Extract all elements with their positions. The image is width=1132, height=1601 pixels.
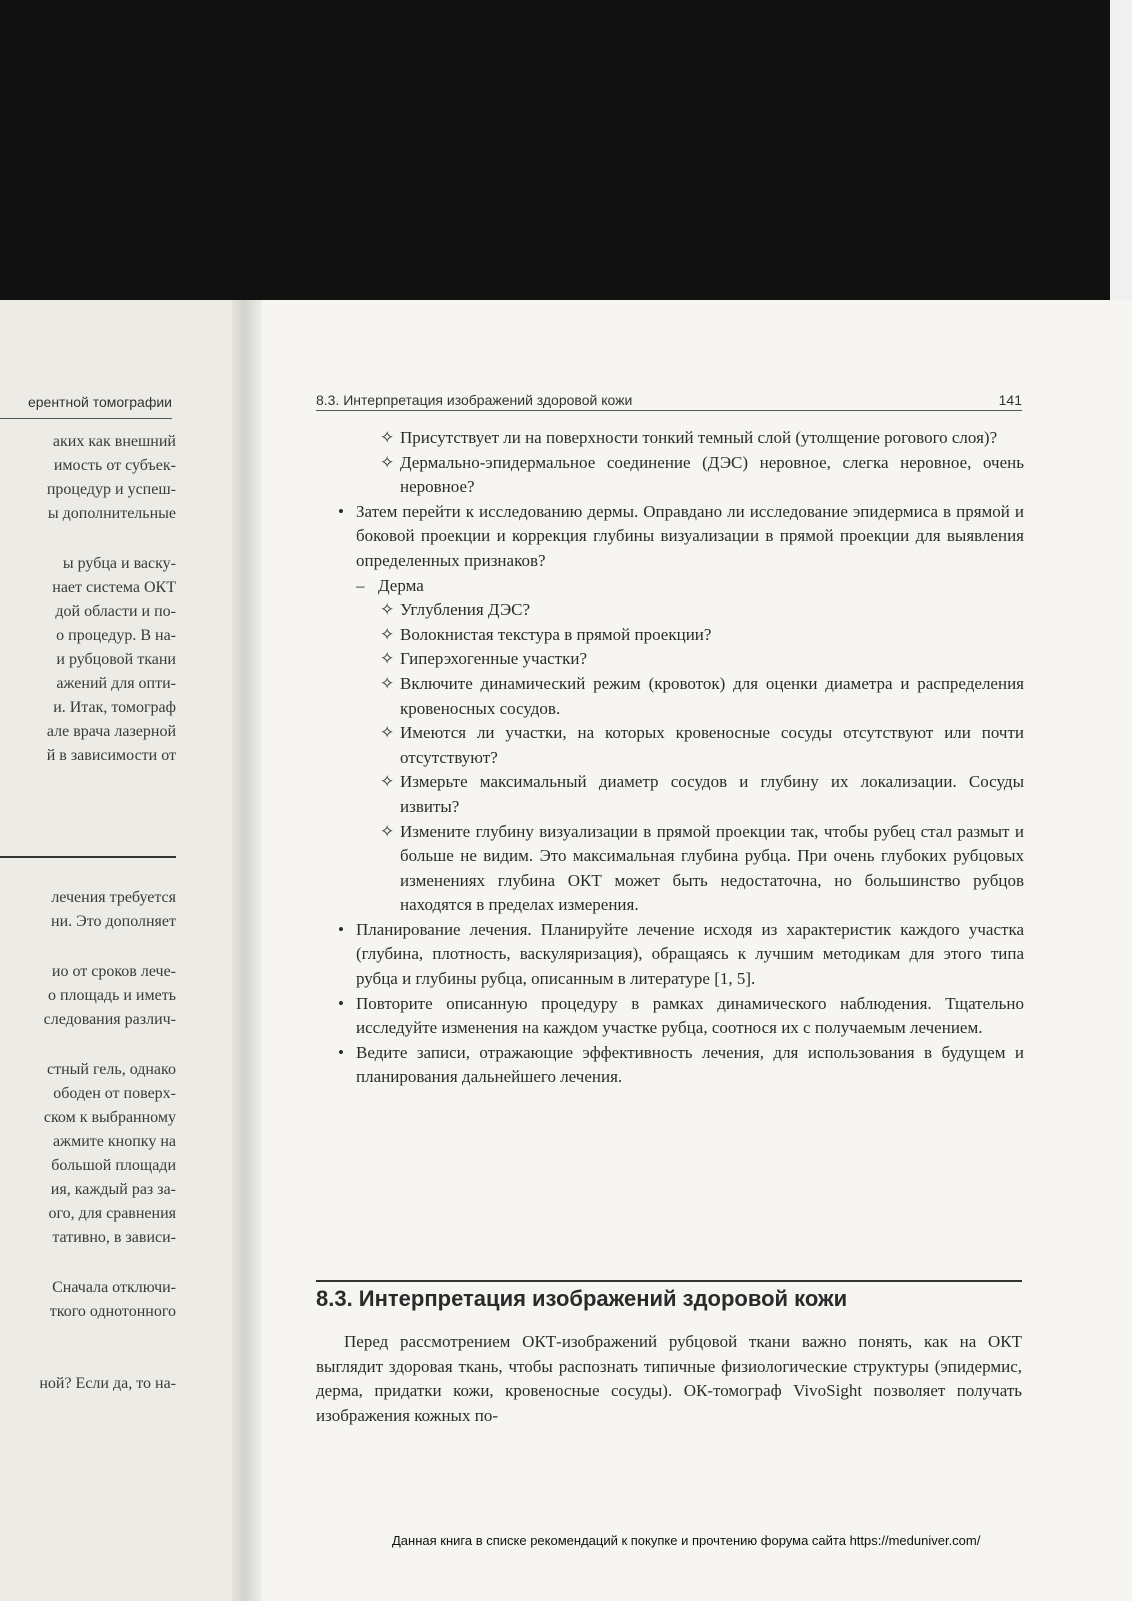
section-title: 8.3. Интерпретация изображений здоровой кожи bbox=[316, 1286, 848, 1311]
left-text-line: але врача лазерной bbox=[46, 723, 176, 740]
left-text-line: и рубцовой ткани bbox=[56, 651, 176, 668]
item-text: Гиперэхогенные участки? bbox=[400, 649, 588, 669]
footer-note: Данная книга в списке рекомендаций к покупке и прочтению форума сайта https://meduniver.com/ bbox=[392, 1533, 981, 1548]
left-text-line: ио от сроков лече- bbox=[51, 963, 176, 980]
left-text-line: большой площади bbox=[51, 1157, 176, 1174]
sub-item bbox=[334, 770, 1024, 819]
sub-item bbox=[334, 426, 1024, 451]
left-text-line: лечения требуется bbox=[51, 889, 176, 906]
list-marker: ✧ bbox=[380, 600, 395, 620]
item-text: Дерма bbox=[378, 575, 424, 595]
sub-item bbox=[334, 647, 1024, 672]
list-marker: ✧ bbox=[380, 673, 395, 693]
running-head-title: 8.3. Интерпретация изображений здоровой кожи bbox=[316, 392, 633, 408]
list-marker: – bbox=[356, 575, 365, 595]
item-text: Ведите записи, отражающие эффективность лечения, для использования в будущем и планирования дальнейшего лечения. bbox=[356, 1042, 1024, 1087]
bullet-item bbox=[334, 500, 1024, 574]
left-text-line: ском к выбранному bbox=[43, 1109, 176, 1126]
left-text-line: тативно, в зависи- bbox=[52, 1229, 176, 1246]
left-text-line: ы рубца и васку- bbox=[62, 555, 176, 572]
list-marker: • bbox=[338, 501, 344, 521]
left-text-line: ободен от поверх- bbox=[53, 1085, 176, 1102]
item-text: Включите динамический режим (кровоток) для оценки диаметра и распределения кровеносных сосудов. bbox=[400, 673, 1024, 718]
item-text: Имеются ли участки, на которых кровеносные сосуды отсутствуют или почти отсутствуют? bbox=[400, 723, 1024, 767]
head-rule bbox=[316, 410, 1022, 411]
list-marker: ✧ bbox=[380, 428, 395, 447]
list-marker: • bbox=[338, 1042, 344, 1062]
left-text-line: ной? Если да, то на- bbox=[39, 1375, 176, 1392]
left-text-line: ткого однотонного bbox=[49, 1303, 176, 1320]
running-head bbox=[316, 392, 1022, 408]
left-text-line: имость от субъек- bbox=[53, 457, 176, 474]
section-rule bbox=[316, 1280, 1022, 1282]
left-text-line: ни. Это дополняет bbox=[51, 913, 176, 930]
dash-item bbox=[334, 574, 1024, 599]
left-text-line: и. Итак, томограф bbox=[53, 699, 176, 716]
bullet-item bbox=[334, 1041, 1024, 1090]
item-text: Дермально-эпидермальное соединение (ДЭС) неровное, слегка неровное, очень неровное? bbox=[400, 452, 1024, 497]
bullet-item bbox=[334, 918, 1024, 992]
left-text-line: Сначала отключи- bbox=[52, 1279, 176, 1296]
left-section-rule bbox=[0, 856, 176, 858]
left-text-line: ы дополнительные bbox=[47, 505, 176, 522]
list-marker: ✧ bbox=[380, 452, 395, 472]
list-marker: • bbox=[338, 993, 344, 1013]
list-marker: ✧ bbox=[380, 821, 395, 841]
left-text-line: процедур и успеш- bbox=[46, 481, 176, 498]
section-paragraph: Перед рассмотрением ОКТ-изображений рубцовой ткани важно понять, как на ОКТ выглядит здоровая ткань, чтобы распознать типичные физиологические структуры (эпидермис, дерма, придатки кожи, кровеносные сосуды). ОК-томограф VivoSight позволяет получать изображения кожных по- bbox=[316, 1332, 1022, 1425]
left-text-line: следования различ- bbox=[43, 1011, 176, 1028]
left-text-line: аких как внешний bbox=[52, 433, 176, 450]
item-text: Измените глубину визуализации в прямой проекции так, чтобы рубец стал размыт и больше не видим. Это максимальная глубина рубца. При очень глубоких рубцовых изменениях глубина ОКТ может быть недостаточна, но большинство рубцов находятся в пределах измерения. bbox=[400, 821, 1024, 915]
sub-item bbox=[334, 820, 1024, 918]
checklist-body bbox=[334, 426, 1024, 1090]
item-text: Планирование лечения. Планируйте лечение исходя из характеристик каждого участка (глубина, плотность, васкуляризация), обращаясь к лучшим методикам для этого типа рубца и глубины рубца, описанным в литературе [1, 5]. bbox=[356, 919, 1024, 989]
sub-item bbox=[334, 623, 1024, 648]
left-text-line: нает система ОКТ bbox=[52, 579, 176, 596]
left-text-line: й в зависимости от bbox=[46, 747, 176, 764]
list-marker: • bbox=[338, 919, 344, 939]
sub-item bbox=[334, 451, 1024, 500]
item-text: Измерьте максимальный диаметр сосудов и глубину их локализации. Сосуды извиты? bbox=[400, 772, 1024, 816]
left-text-line: ажений для опти- bbox=[56, 675, 176, 692]
item-text: Волокнистая текстура в прямой проекции? bbox=[400, 624, 712, 644]
left-text-line: о площадь и иметь bbox=[47, 987, 176, 1004]
list-marker: ✧ bbox=[380, 649, 395, 669]
item-text: Углубления ДЭС? bbox=[400, 600, 531, 620]
left-text-line: дой области и по- bbox=[55, 603, 176, 620]
left-head-rule bbox=[0, 418, 172, 419]
list-marker: ✧ bbox=[380, 624, 395, 644]
bullet-item bbox=[334, 992, 1024, 1041]
sub-item bbox=[334, 721, 1024, 770]
item-text: Присутствует ли на поверхности тонкий темный слой (утолщение рогового слоя)? bbox=[400, 428, 998, 447]
list-marker: ✧ bbox=[380, 772, 395, 792]
left-text-line: ия, каждый раз за- bbox=[50, 1181, 176, 1198]
item-text: Повторите описанную процедуру в рамках динамического наблюдения. Тщательно исследуйте изменения на каждом участке рубца, соотнося их с получаемым лечением. bbox=[356, 993, 1024, 1038]
page-edge bbox=[1110, 0, 1132, 300]
left-text-line: стный гель, однако bbox=[46, 1061, 176, 1078]
left-text-line: ого, для сравнения bbox=[48, 1205, 176, 1222]
left-text-line: ажмите кнопку на bbox=[52, 1133, 176, 1150]
left-text-line: о процедур. В на- bbox=[56, 627, 176, 644]
sub-item bbox=[334, 598, 1024, 623]
left-running-head: ерентной томографии bbox=[27, 394, 172, 410]
item-text: Затем перейти к исследованию дермы. Оправдано ли исследование эпидермиса в прямой и боковой проекции и коррекция глубины визуализации в прямой проекции для выявления определенных признаков? bbox=[356, 501, 1024, 570]
list-marker: ✧ bbox=[380, 723, 395, 743]
book-gutter bbox=[232, 300, 262, 1601]
sub-item bbox=[334, 672, 1024, 721]
page-number: 141 bbox=[998, 392, 1022, 408]
scan-dark-band bbox=[0, 0, 1132, 300]
